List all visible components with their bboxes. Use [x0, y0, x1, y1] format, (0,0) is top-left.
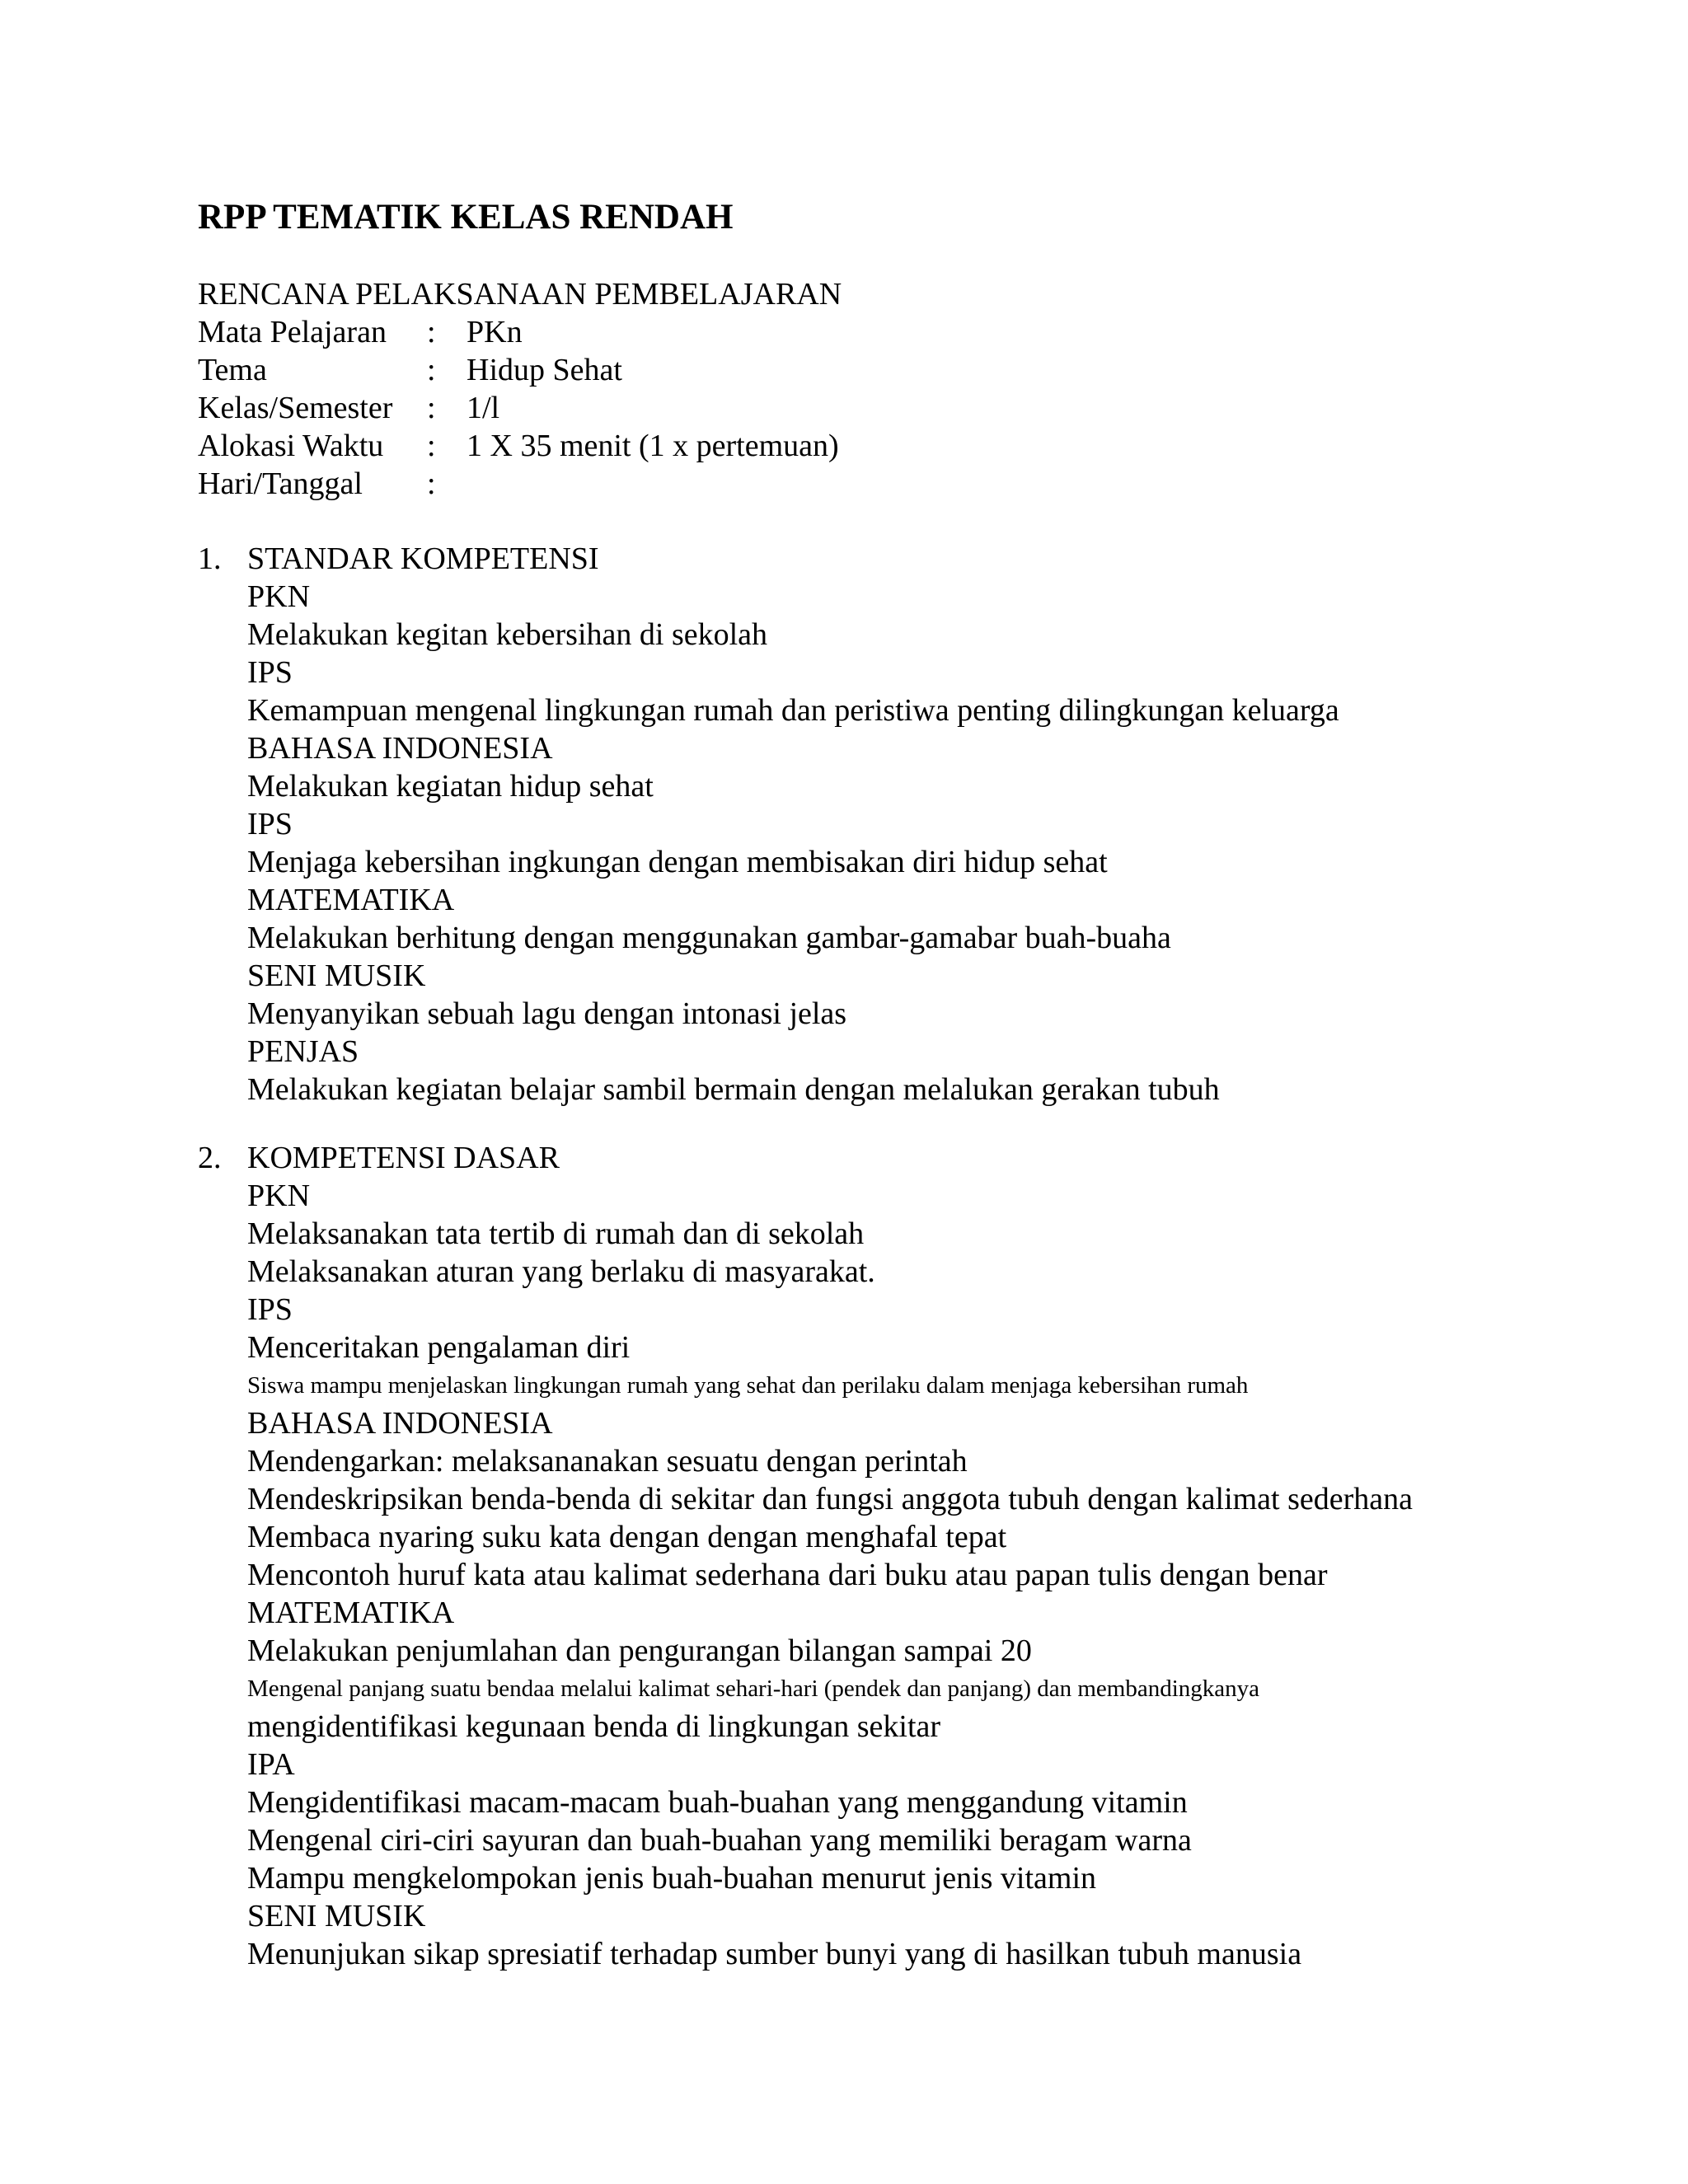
info-colon: : [427, 391, 436, 425]
subject-label: PENJAS [247, 1034, 359, 1069]
section-title [198, 540, 1339, 578]
section-number: 1. [198, 541, 222, 576]
subject-label: IPS [247, 1292, 293, 1327]
subject-label: SENI MUSIK [247, 1899, 426, 1933]
section-heading: KOMPETENSI DASAR [247, 1141, 560, 1175]
competency-line: Kemampuan mengenal lingkungan rumah dan peristiwa penting dilingkungan keluarga [247, 693, 1339, 728]
info-row [198, 313, 839, 351]
competency-line: Melaksanakan aturan yang berlaku di masyarakat. [247, 1254, 875, 1289]
section-body [198, 1177, 1413, 1973]
competency-line: Melakukan penjumlahan dan pengurangan bilangan sampai 20 [247, 1633, 1032, 1668]
info-value: PKn [467, 315, 523, 349]
competency-line: Melakukan kegiatan hidup sehat [247, 769, 654, 804]
competency-line: mengidentifikasi kegunaan benda di lingkungan sekitar [247, 1709, 941, 1744]
subject-label: MATEMATIKA [247, 1596, 455, 1630]
subject-label: PKN [247, 579, 311, 614]
subject-label: MATEMATIKA [247, 883, 455, 917]
info-value: 1 X 35 menit (1 x pertemuan) [467, 429, 839, 463]
section-standar-kompetensi [198, 540, 1339, 1108]
info-value: Hidup Sehat [467, 353, 622, 387]
competency-line: Menjaga kebersihan ingkungan dengan membisakan diri hidup sehat [247, 845, 1108, 879]
section-heading: STANDAR KOMPETENSI [247, 541, 599, 576]
subject-label: BAHASA INDONESIA [247, 1406, 553, 1441]
section-title [198, 1139, 1413, 1177]
info-label: Hari/Tanggal [198, 466, 363, 501]
document-title: RPP TEMATIK KELAS RENDAH [198, 198, 734, 237]
info-row [198, 427, 839, 465]
section-kompetensi-dasar [198, 1139, 1413, 1973]
competency-line: Menceritakan pengalaman diri [247, 1330, 631, 1365]
info-colon: : [427, 353, 436, 387]
subject-label: IPS [247, 655, 293, 690]
competency-line: Mengenal ciri-ciri sayuran dan buah-buahan yang memiliki beragam warna [247, 1823, 1192, 1858]
document-heading: RENCANA PELAKSANAAN PEMBELAJARAN [198, 277, 842, 312]
competency-line: Siswa mampu menjelaskan lingkungan rumah yang sehat dan perilaku dalam menjaga kebersihan rumah [247, 1372, 1249, 1399]
info-row [198, 465, 839, 503]
subject-label: IPA [247, 1747, 295, 1782]
competency-line: Mencontoh huruf kata atau kalimat sederhana dari buku atau papan tulis dengan benar [247, 1558, 1328, 1592]
info-label: Kelas/Semester [198, 391, 393, 425]
competency-line: Melaksanakan tata tertib di rumah dan di sekolah [247, 1216, 865, 1251]
competency-line: Menunjukan sikap spresiatif terhadap sumber bunyi yang di hasilkan tubuh manusia [247, 1937, 1302, 1971]
info-value: 1/l [467, 391, 500, 425]
subject-label: SENI MUSIK [247, 958, 426, 993]
info-row [198, 389, 839, 427]
subject-label: PKN [247, 1179, 311, 1213]
subject-label: IPS [247, 807, 293, 841]
info-colon: : [427, 429, 436, 463]
info-label: Tema [198, 353, 267, 387]
lesson-info [198, 313, 839, 503]
subject-label: BAHASA INDONESIA [247, 731, 553, 766]
competency-line: Melakukan berhitung dengan menggunakan gambar-gamabar buah-buaha [247, 921, 1171, 955]
section-number: 2. [198, 1141, 222, 1175]
info-colon: : [427, 315, 436, 349]
info-colon: : [427, 466, 436, 501]
competency-line: Mengenal panjang suatu bendaa melalui kalimat sehari-hari (pendek dan panjang) dan membandingkanya [247, 1675, 1260, 1702]
competency-line: Mengidentifikasi macam-macam buah-buahan yang menggandung vitamin [247, 1785, 1188, 1820]
info-row [198, 351, 839, 389]
competency-line: Mendengarkan: melaksananakan sesuatu dengan perintah [247, 1444, 968, 1479]
info-label: Mata Pelajaran [198, 315, 387, 349]
info-label: Alokasi Waktu [198, 429, 384, 463]
competency-line: Membaca nyaring suku kata dengan dengan menghafal tepat [247, 1520, 1007, 1554]
competency-line: Mendeskripsikan benda-benda di sekitar dan fungsi anggota tubuh dengan kalimat sederhana [247, 1482, 1414, 1516]
competency-line: Melakukan kegitan kebersihan di sekolah [247, 617, 768, 652]
section-body [198, 578, 1339, 1108]
competency-line: Melakukan kegiatan belajar sambil bermain dengan melalukan gerakan tubuh [247, 1072, 1220, 1107]
competency-line: Mampu mengkelompokan jenis buah-buahan menurut jenis vitamin [247, 1861, 1097, 1896]
competency-line: Menyanyikan sebuah lagu dengan intonasi jelas [247, 996, 847, 1031]
